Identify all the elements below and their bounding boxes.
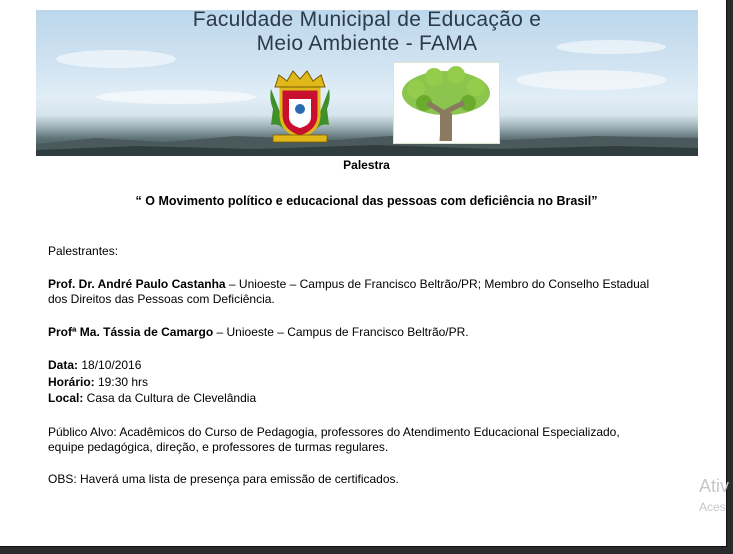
observation-note: OBS: Haverá uma lista de presença para emissão de certificados. [48,472,399,486]
speaker-2-name: Profª Ma. Tássia de Camargo [48,325,214,339]
speaker-1 [48,277,649,292]
place-value: Casa da Cultura de Clevelândia [83,391,257,405]
hills-silhouette [36,126,698,156]
speaker-1-affiliation-cont: dos Direitos das Pessoas com Deficiência. [48,292,275,306]
target-audience-line2: equipe pedagógica, direção, e professores de turmas regulares. [48,440,389,454]
tree-icon [394,63,499,143]
header-banner [36,10,698,156]
speaker-1-affiliation: – Unioeste – Campus de Francisco Beltrão/PR; Membro do Conselho Estadual [225,277,650,291]
time-label: Horário: [48,375,95,389]
event-place [48,391,256,406]
activation-watermark-line2: Aces [699,500,726,514]
document-heading: Palestra [343,158,390,172]
municipal-crest-icon [265,65,335,145]
speakers-label: Palestrantes: [48,244,119,258]
banner-title-line2: Meio Ambiente - FAMA [256,32,478,55]
target-audience-line1: Público Alvo: Acadêmicos do Curso de Pedagogia, professores do Atendimento Educacional Especializado, [48,425,620,439]
time-value: 19:30 hrs [94,375,149,389]
speaker-1-name: Prof. Dr. André Paulo Castanha [48,277,226,291]
fama-tree-logo [393,62,500,144]
lecture-title: “ O Movimento político e educacional das pessoas com deficiência no Brasil” [135,194,598,208]
speaker-2-affiliation: – Unioeste – Campus de Francisco Beltrão/PR. [213,325,469,339]
date-label: Data: [48,358,79,372]
speaker-2 [48,325,469,340]
place-label: Local: [48,391,84,405]
event-time [48,375,148,390]
event-date [48,358,141,373]
activation-watermark-line1: Ativ [699,476,730,496]
date-value: 18/10/2016 [78,358,142,372]
banner-title-line1: Faculdade Municipal de Educação e [192,10,542,31]
